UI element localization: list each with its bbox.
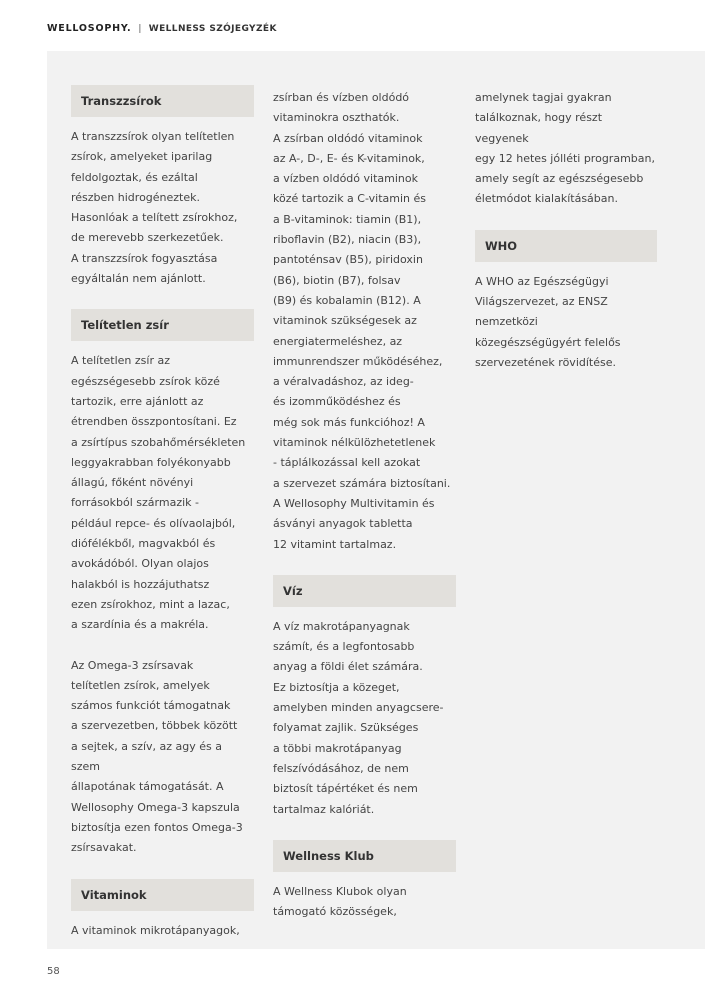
term-definition-transzzsirok: A transzzsírok olyan telítetlen zsírok, amelyeket iparilag feldolgoztak, és ezáltal részben hidrogéneztek. Hasonlóak a telített zsírokhoz, de merevebb szerkezetűek. A transzzsírok fogyasztása egyáltalán nem ajánlott. bbox=[71, 130, 238, 286]
term-heading-transzzsirok: Transzzsírok bbox=[71, 85, 254, 117]
brand-logo: WELLOSOPHY. bbox=[47, 23, 132, 34]
header-title: WELLNESS SZÓJEGYZÉK bbox=[148, 24, 277, 34]
term-definition-wellness-klub: A Wellness Klubok olyan támogató közösségek, bbox=[273, 884, 407, 919]
term-definition-omega-3: Az Omega-3 zsírsavak telítetlen zsírok, amelyek számos funkciót támogatnak a szervezetben, többek között a sejtek, a szív, az agy és a szem állapotának támogatását. A Wellosophy Omega-3 kapszula biztosítja ezen fontos Omega-3 zsírsavakat. bbox=[71, 658, 243, 855]
term-heading-vitaminok: Vitaminok bbox=[71, 879, 254, 911]
glossary-column-3 bbox=[475, 88, 657, 393]
term-definition-wellness-klub-continued: amelynek tagjai gyakran találkoznak, hogy részt vegyenek egy 12 hetes jólléti programban, amely segít az egészségesebb életmódot kialakításában. bbox=[475, 91, 655, 206]
page-number: 58 bbox=[47, 966, 60, 977]
term-definition-telitetlen-zsir: A telítetlen zsír az egészségesebb zsírok közé tartozik, erre ajánlott az étrendben összpontosítani. Ez a zsírtípus szobahőmérsékleten leggyakrabban folyékonyabb állagú, főként növényi forrásokból származik - például repce- és olívaolajból, diófélékből, magvakból és avokádóból. Olyan olajos halakból is hozzájuthatsz ezen zsírokhoz, mint a lazac, a szardínia és a makréla. bbox=[71, 354, 246, 632]
header-separator: | bbox=[138, 24, 142, 34]
term-definition-vitaminok-continued: zsírban és vízben oldódó vitaminokra oszthatók. A zsírban oldódó vitaminok az A-, D-, E- és K-vitaminok, a vízben oldódó vitaminok közé tartozik a C-vitamin és a B-vitaminok: tiamin (B1), riboflavin (B2), niacin (B3), pantoténsav (B5), piridoxin (B6), biotin (B7), folsav (B9) és kobalamin (B12). A vitaminok szükségesek az energiatermeléshez, az immunrendszer működéséhez, a véralvadáshoz, az ideg- és izomműködéshez és még sok más funkcióhoz! A vitaminok nélkülözhetetlenek - táplálkozással kell azokat a szervezet számára biztosítani. A Wellosophy Multivitamin és ásványi anyagok tabletta 12 vitamint tartalmaz. bbox=[273, 91, 451, 551]
term-definition-who: A WHO az Egészségügyi Világszervezet, az ENSZ nemzetközi közegészségügyért felelős szervezetének rövidítése. bbox=[475, 274, 621, 369]
term-heading-wellness-klub: Wellness Klub bbox=[273, 840, 456, 872]
glossary-panel bbox=[47, 51, 705, 949]
term-heading-who: WHO bbox=[475, 230, 657, 262]
term-definition-viz: A víz makrotápanyagnak számít, és a legfontosabb anyag a földi élet számára. Ez biztosítja a közeget, amelyben minden anyagcsere- folyamat zajlik. Szükséges a többi makrotápanyag felszívódásához, de nem biztosít tápértéket és nem tartalmaz kalóriát. bbox=[273, 619, 444, 816]
glossary-column-1 bbox=[71, 85, 254, 961]
glossary-column-2 bbox=[273, 88, 456, 942]
term-heading-viz: Víz bbox=[273, 575, 456, 607]
term-definition-vitaminok: A vitaminok mikrotápanyagok, bbox=[71, 923, 240, 937]
page-header bbox=[47, 23, 277, 34]
term-heading-telitetlen-zsir: Telítetlen zsír bbox=[71, 309, 254, 341]
